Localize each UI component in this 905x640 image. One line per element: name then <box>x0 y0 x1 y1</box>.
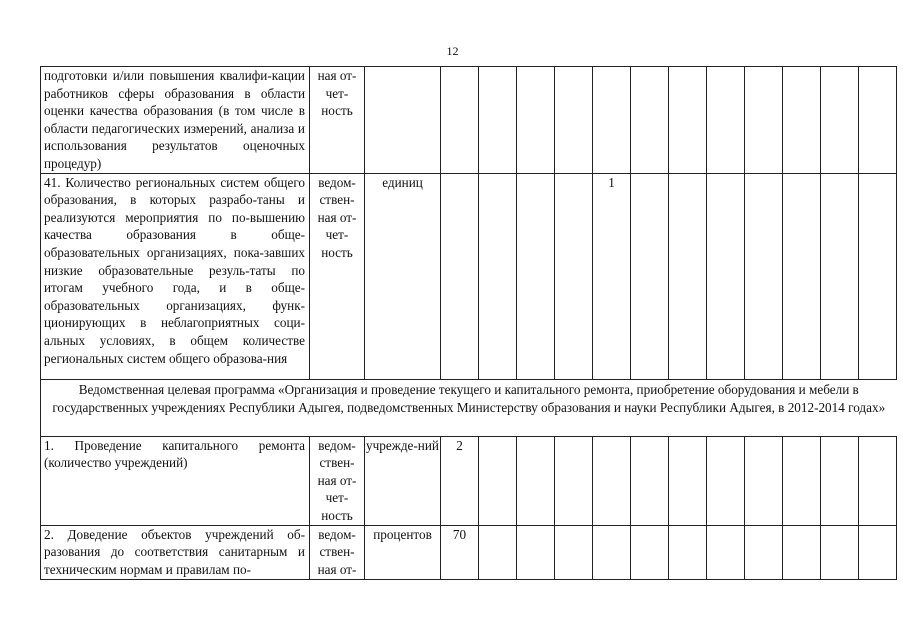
value-cell <box>631 67 669 174</box>
value-cell <box>555 67 593 174</box>
value-cell <box>859 67 897 174</box>
value-cell: 1 <box>593 173 631 379</box>
value-cell <box>555 525 593 579</box>
value-cell <box>859 525 897 579</box>
table-row <box>41 173 897 379</box>
value-cell <box>783 173 821 379</box>
value-cell <box>517 525 555 579</box>
value-cell <box>517 173 555 379</box>
value-cell <box>593 525 631 579</box>
program-title-row <box>41 379 897 436</box>
value-cell <box>593 436 631 525</box>
value-cell <box>783 436 821 525</box>
value-cell <box>631 525 669 579</box>
indicator-unit: процентов <box>365 525 441 579</box>
value-cell <box>745 525 783 579</box>
value-cell <box>479 173 517 379</box>
indicator-source: ведом-ствен-ная от- <box>310 525 365 579</box>
value-cell <box>783 67 821 174</box>
value-cell <box>821 436 859 525</box>
value-cell <box>593 67 631 174</box>
value-cell <box>707 67 745 174</box>
value-cell <box>479 525 517 579</box>
indicator-description: 41. Количество региональных систем общего образования, в которых разрабо-таны и реализуются мероприятия по по-вышению качества образования в обще-образовательных организациях, пока-завших низкие образовательные резуль-таты по итогам учебного года, и в обще-образовательных организациях, функ-ционирующих в неблагоприятных соци-альных условиях, в общем количестве региональных систем общего образова-ния <box>41 173 310 379</box>
value-cell <box>859 173 897 379</box>
value-cell <box>707 525 745 579</box>
value-cell <box>821 525 859 579</box>
value-cell <box>441 67 479 174</box>
table-row <box>41 436 897 525</box>
value-cell <box>821 173 859 379</box>
table-row <box>41 67 897 174</box>
value-cell <box>441 173 479 379</box>
value-cell <box>745 67 783 174</box>
value-cell <box>669 525 707 579</box>
value-cell <box>517 436 555 525</box>
value-cell <box>783 525 821 579</box>
value-cell <box>745 173 783 379</box>
indicator-unit <box>365 67 441 174</box>
indicator-source: ведом-ствен-ная от-чет-ность <box>310 436 365 525</box>
value-cell <box>707 436 745 525</box>
value-cell <box>669 67 707 174</box>
value-cell: 2 <box>441 436 479 525</box>
value-cell: 70 <box>441 525 479 579</box>
indicator-description: 1. Проведение капитального ремонта (количество учреждений) <box>41 436 310 525</box>
indicator-description: 2. Доведение объектов учреждений об-разования до соответствия санитарным и техническим нормам и правилам по- <box>41 525 310 579</box>
value-cell <box>479 436 517 525</box>
value-cell <box>555 436 593 525</box>
value-cell <box>479 67 517 174</box>
value-cell <box>631 436 669 525</box>
value-cell <box>669 436 707 525</box>
indicator-description: подготовки и/или повышения квалифи-кации работников сферы образования в области оценки качества образования (в том числе в области педагогических измерений, анализа и использования результатов оценочных процедур) <box>41 67 310 174</box>
value-cell <box>631 173 669 379</box>
indicator-source: ведом-ствен-ная от-чет-ность <box>310 173 365 379</box>
value-cell <box>821 67 859 174</box>
indicator-unit: единиц <box>365 173 441 379</box>
value-cell <box>707 173 745 379</box>
value-cell <box>669 173 707 379</box>
table-row <box>41 525 897 579</box>
value-cell <box>745 436 783 525</box>
page-number: 12 <box>446 44 459 58</box>
value-cell <box>517 67 555 174</box>
indicator-unit: учрежде-ний <box>365 436 441 525</box>
indicators-table <box>40 66 897 580</box>
indicator-source: ная от-чет-ность <box>310 67 365 174</box>
value-cell <box>555 173 593 379</box>
program-title: Ведомственная целевая программа «Организация и проведение текущего и капитального ремонта, приобретение оборудования и мебели в государственных учреждениях Республики Адыгея, подведомственных Министерству образования и науки Республики Адыгея, в 2012-2014 годах» <box>41 379 897 436</box>
value-cell <box>859 436 897 525</box>
